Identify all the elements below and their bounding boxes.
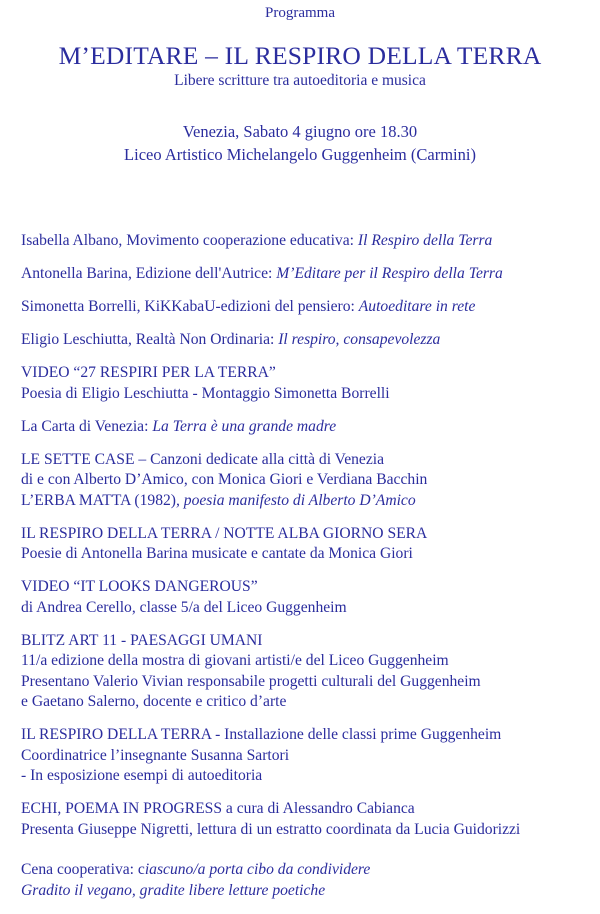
talk-title: La Terra è una grande madre <box>152 417 337 435</box>
program-line: di Andrea Cerello, classe 5/a del Liceo Guggenheim <box>21 598 347 616</box>
program-list <box>21 231 596 914</box>
program-item-video-dangerous <box>21 577 596 618</box>
speaker-text: Isabella Albano, Movimento cooperazione educativa: <box>21 232 358 249</box>
program-item-blitz-art <box>21 631 596 713</box>
program-line: VIDEO “27 RESPIRI PER LA TERRA” <box>21 364 276 381</box>
program-item-cena <box>21 860 596 901</box>
program-line: LE SETTE CASE – Canzoni dedicate alla città di Venezia <box>21 450 385 468</box>
speaker-text: Simonetta Borrelli, KiKKabaU-edizioni del pensiero: <box>21 298 359 315</box>
program-line: VIDEO “IT LOOKS DANGEROUS” <box>21 578 258 595</box>
program-item-echi <box>21 799 596 840</box>
program-item-barina <box>21 264 596 285</box>
event-date: Venezia, Sabato 4 giugno ore 18.30 <box>182 122 418 141</box>
program-item-respiro-notte <box>21 524 596 565</box>
dinner-note: iascuno/a porta cibo da condividere <box>144 861 371 878</box>
program-item-albano <box>21 231 596 252</box>
talk-title: Il respiro, consapevolezza <box>278 331 441 348</box>
event-title: M’EDITARE – IL RESPIRO DELLA TERRA <box>58 41 542 70</box>
program-line: 11/a edizione della mostra di giovani artisti/e del Liceo Guggenheim <box>21 652 449 669</box>
program-line <box>21 881 596 902</box>
program-line <box>21 491 596 512</box>
program-item-installazione <box>21 725 596 787</box>
program-line: Presenta Giuseppe Nigretti, lettura di un estratto coordinata da Lucia Guidorizzi <box>21 820 521 838</box>
program-line <box>21 417 596 438</box>
program-item-video-27 <box>21 363 596 404</box>
program-line: di e con Alberto D’Amico, con Monica Giori e Verdiana Bacchin <box>21 471 428 488</box>
program-line: ECHI, POEMA IN PROGRESS a cura di Alessandro Cabianca <box>21 800 415 817</box>
program-item-borrelli <box>21 297 596 318</box>
program-line <box>21 231 596 252</box>
dinner-note: Gradito il vegano, gradite libere letture poetiche <box>21 881 326 899</box>
program-line: Presentano Valerio Vivian responsabile progetti culturali del Guggenheim <box>21 672 481 690</box>
speaker-text: La Carta di Venezia: <box>21 417 153 435</box>
song-title: L’ERBA MATTA (1982) <box>21 491 176 509</box>
program-line: IL RESPIRO DELLA TERRA / NOTTE ALBA GIORNO SERA <box>21 524 428 542</box>
program-line: Poesie di Antonella Barina musicate e cantate da Monica Giori <box>21 545 413 562</box>
program-line <box>21 264 596 285</box>
dinner-label: Cena cooperativa: c <box>21 861 145 878</box>
program-line: BLITZ ART 11 - PAESAGGI UMANI <box>21 631 263 649</box>
speaker-text: Eligio Leschiutta, Realtà Non Ordinaria: <box>21 331 279 348</box>
program-line: Coordinatrice l’insegnante Susanna Sartori <box>21 746 290 764</box>
program-line <box>21 297 596 318</box>
talk-title: Il Respiro della Terra <box>357 232 493 249</box>
program-item-carta <box>21 417 596 438</box>
program-line: IL RESPIRO DELLA TERRA - Installazione delle classi prime Guggenheim <box>21 726 502 743</box>
program-line: Poesia di Eligio Leschiutta - Montaggio Simonetta Borrelli <box>21 384 390 402</box>
speaker-text: Antonella Barina, Edizione dell'Autrice: <box>21 265 277 282</box>
program-line: e Gaetano Salerno, docente e critico d’arte <box>21 693 287 710</box>
program-label: Programma <box>265 5 335 21</box>
program-line: - In esposizione esempi di autoeditoria <box>21 767 263 784</box>
event-subtitle: Libere scritture tra autoeditoria e musica <box>174 72 426 89</box>
program-line <box>21 330 596 351</box>
program-item-leschiutta <box>21 330 596 351</box>
talk-title: Autoeditare in rete <box>358 298 476 315</box>
program-item-sette-case <box>21 450 596 512</box>
song-note: , poesia manifesto di Alberto D’Amico <box>175 491 416 509</box>
talk-title: M’Editare per il Respiro della Terra <box>276 265 503 282</box>
program-line <box>21 860 596 881</box>
event-venue: Liceo Artistico Michelangelo Guggenheim (Carmini) <box>124 145 476 164</box>
